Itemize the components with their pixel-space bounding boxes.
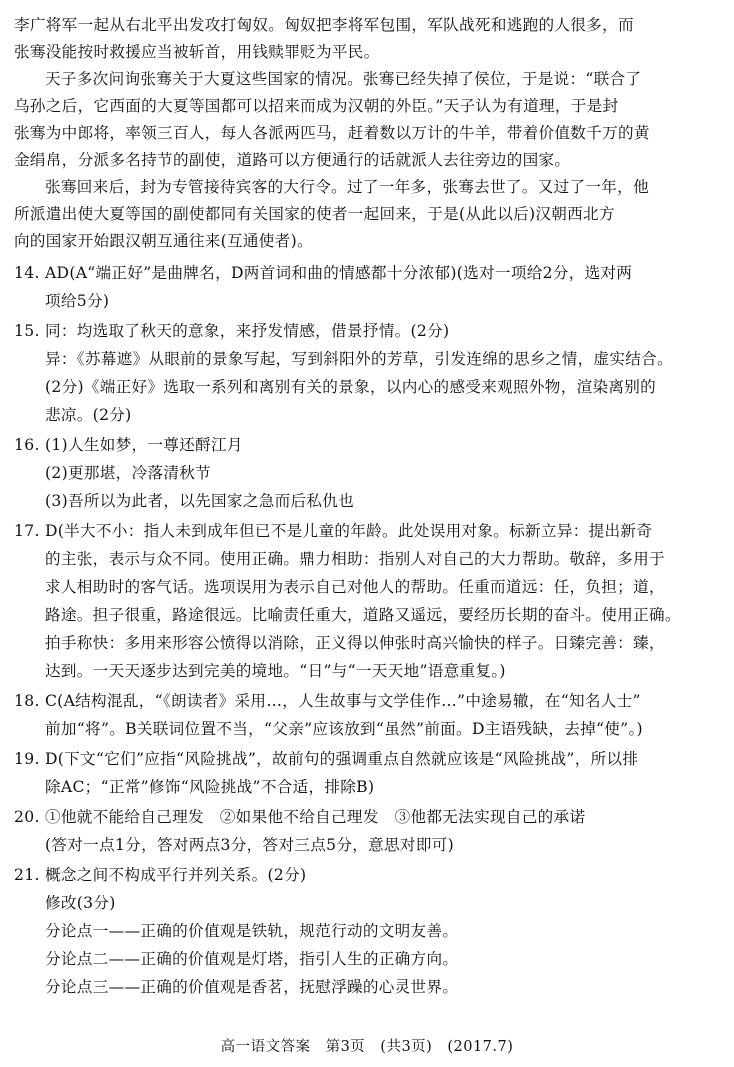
translation-line: 向的国家开始跟汉朝互通往来(互通使者)。 (14, 232, 313, 250)
answer-14-cont: 项给5分) (45, 292, 110, 310)
answer-14: 14. AD(A“端正好”是曲牌名，D两首词和曲的情感都十分浓郁)(选对一项给2分，选对两 (14, 264, 633, 282)
answer-18-cont: 前加“将”。B关联词位置不当，“父亲”应该放到“虽然”前面。D主语残缺，去掉“使”。) (45, 720, 643, 738)
translation-line: 张骞没能按时救援应当被斩首，用钱赎罪贬为平民。 (14, 43, 380, 61)
answer-19-cont: 除AC；“正常”修饰“风险挑战”不合适，排除B) (45, 778, 375, 796)
answer-17-cont: 拍手称快：多用来形容公愤得以消除，正义得以伸张时高兴愉快的样子。日臻完善：臻， (45, 634, 665, 652)
answer-17-cont: 达到。一天天逐步达到完美的境地。“日”与“一天天地”语意重复。) (45, 662, 506, 680)
answer-15-cont: (2分)《端正好》选取一系列和离别有关的景象，以内心的感受来观照外物，渲染离别的 (45, 378, 657, 396)
answer-21-cont: 修改(3分) (45, 894, 116, 912)
answer-20: 20. ①他就不能给自己理发 ②如果他不给自己理发 ③他都无法实现自己的承诺 (14, 808, 586, 826)
answer-16: 16. (1)人生如梦，一尊还酹江月 (14, 436, 243, 454)
answer-17-cont: 的主张，表示与众不同。使用正确。鼎力相助：指别人对自己的大力帮助。敬辞，多用于 (45, 550, 665, 568)
translation-line: 天子多次问询张骞关于大夏这些国家的情况。张骞已经失掉了侯位，于是说：“联合了 (45, 70, 642, 88)
page-footer: 高一语文答案 第3页 (共3页) (2017.7) (220, 1039, 514, 1055)
answer-21-cont: 分论点一——正确的价值观是铁轨，规范行动的文明友善。 (45, 922, 459, 940)
translation-line: 金绢帛，分派多名持节的副使，道路可以方便通行的话就派人去往旁边的国家。 (14, 151, 571, 169)
answer-18: 18. C(A结构混乱，“《朗读者》采用…，人生故事与文学佳作…”中途易辙，在“知名人士” (14, 692, 641, 710)
answer-20-cont: (答对一点1分，答对两点3分，答对三点5分，意思对即可) (45, 836, 454, 854)
answer-21-cont: 分论点三——正确的价值观是香茗，抚慰浮躁的心灵世界。 (45, 978, 459, 996)
answer-15: 15. 同：均选取了秋天的意象，来抒发情感，借景抒情。(2分) (14, 322, 450, 340)
answer-21: 21. 概念之间不构成平行并列关系。(2分) (14, 866, 307, 884)
translation-line: 张骞为中郎将，率领三百人，每人各派两匹马，赶着数以万计的牛羊，带着价值数千万的黄 (14, 124, 650, 142)
translation-line: 所派遣出使大夏等国的副使都同有关国家的使者一起回来，于是(从此以后)汉朝西北方 (14, 205, 615, 223)
answer-17: 17. D(半大不小：指人未到成年但已不是儿童的年龄。此处误用对象。标新立异：提出新奇 (14, 522, 653, 540)
translation-line: 张骞回来后，封为专管接待宾客的大行令。过了一年多，张骞去世了。又过了一年，他 (45, 178, 649, 196)
answer-16-cont: (3)吾所以为此者，以先国家之急而后私仇也 (45, 492, 355, 510)
translation-line: 乌孙之后，它西面的大夏等国都可以招来而成为汉朝的外臣。”天子认为有道理，于是封 (14, 97, 619, 115)
answer-21-cont: 分论点二——正确的价值观是灯塔，指引人生的正确方向。 (45, 950, 459, 968)
answer-15-cont: 异：《苏幕遮》从眼前的景象写起，写到斜阳外的芳草，引发连绵的思乡之情，虚实结合。 (45, 350, 673, 368)
answer-17-cont: 求人相助时的客气话。选项误用为表示自己对他人的帮助。任重而道远：任，负担；道， (45, 578, 665, 596)
answer-19: 19. D(下文“它们”应指“风险挑战”，故前句的强调重点自然就应该是“风险挑战”，所以排 (14, 750, 639, 768)
answer-17-cont: 路途。担子很重，路途很远。比喻责任重大，道路又遥远，要经历长期的奋斗。使用正确。 (45, 606, 681, 624)
answer-16-cont: (2)更那堪，冷落清秋节 (45, 464, 212, 482)
translation-line: 李广将军一起从右北平出发攻打匈奴。匈奴把李将军包围，军队战死和逃跑的人很多，而 (14, 16, 634, 34)
answer-15-cont: 悲凉。(2分) (45, 406, 132, 424)
